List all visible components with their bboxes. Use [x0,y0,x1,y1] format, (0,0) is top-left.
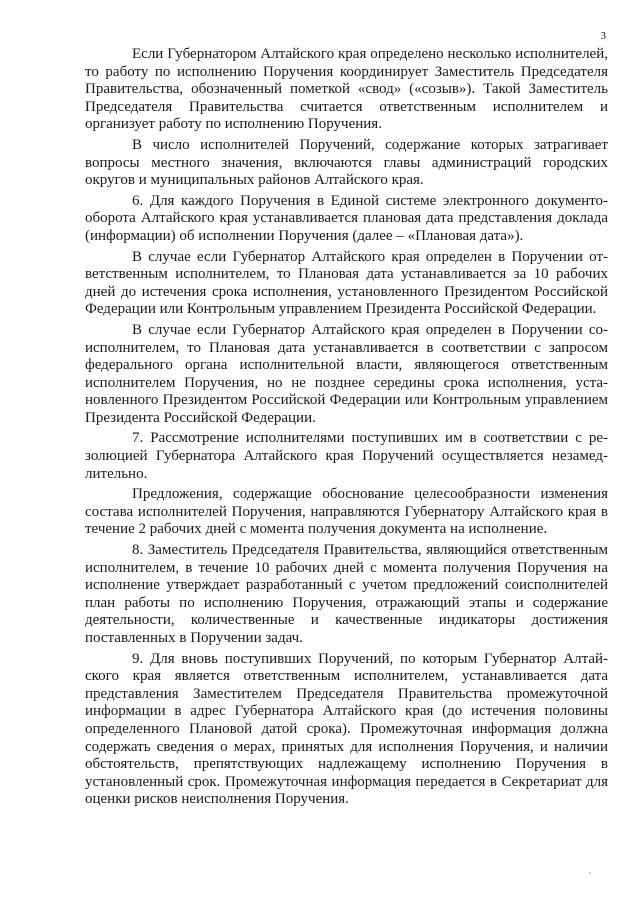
paragraph-section-7: 7. Рассмотрение исполнителями поступивших им в соответствии с резолюцией Губернатора Алтайского края Поручений осуществляется незамедлительно. [85,430,608,482]
paragraph-co-executor: В случае если Губернатор Алтайского края определен в Поручении соисполнителем, то Плановая дата устанавливается в соответствии с запросом федерального органа исполнительной власти, являющегося ответственным исполнителем Поручения, но не позднее середины срока исполнения, установленного Президентом Российской Федерации или Контрольным управлением Президента Российской Федерации. [85,321,608,426]
paragraph-local-executors: В число исполнителей Поручений, содержание которых затрагивает вопросы местного значения, включаются главы администраций городских округов и муниципальных районов Алтайского края. [85,136,608,189]
paragraph-section-6: 6. Для каждого Поручения в Единой системе электронного документооборота Алтайского края устанавливается плановая дата представления доклада (информации) об исполнении Поручения (далее – «Плановая дата»). [85,192,608,244]
paragraph-proposals: Предложения, содержащие обоснование целесообразности изменения состава исполнителей Поручения, направляются Губернатору Алтайского края в течение 2 рабочих дней с момента получения документа на исполнение. [85,486,608,538]
scan-speck [589,872,591,874]
document-body [85,46,608,812]
page-number: 3 [600,30,606,42]
paragraph-coordination: Если Губернатором Алтайского края определено несколько исполнителей, то работу по исполнению Поручения координирует Заместитель Председателя Правительства, обозначенный пометкой «свод» («созыв»). Такой Заместитель Председателя Правительства считается ответственным исполнителем и организует работу по исполнению Поручения. [85,46,608,133]
paragraph-responsible-executor: В случае если Губернатор Алтайского края определен в Поручении ответственным исполнителем, то Плановая дата устанавливается за 10 рабочих дней до истечения срока исполнения, установленного Президентом Российской Федерации или Контрольным управлением Президента Российской Федерации. [85,248,608,318]
paragraph-section-8: 8. Заместитель Председателя Правительства, являющийся ответственным исполнителем, в течение 10 рабочих дней с момента получения Поручения на исполнение утверждает разработанный с учетом предложений соисполнителей план работы по исполнению Поручения, отражающий этапы и содержание деятельности, количественные и качественные индикаторы достижения поставленных в Поручении задач. [85,542,608,646]
paragraph-section-9: 9. Для вновь поступивших Поручений, по которым Губернатор Алтайского края является ответственным исполнителем, устанавливается дата представления Заместителем Председателя Правительства промежуточной информации в адрес Губернатора Алтайского края (до истечения половины определенного Плановой датой срока). Промежуточная информация должна содержать сведения о мерах, принятых для исполнения Поручения, и наличии обстоятельств, препятствующих надлежащему исполнению Поручения в установленный срок. Промежуточная информация передается в Секретариат для оценки рисков неисполнения Поручения. [85,650,608,808]
